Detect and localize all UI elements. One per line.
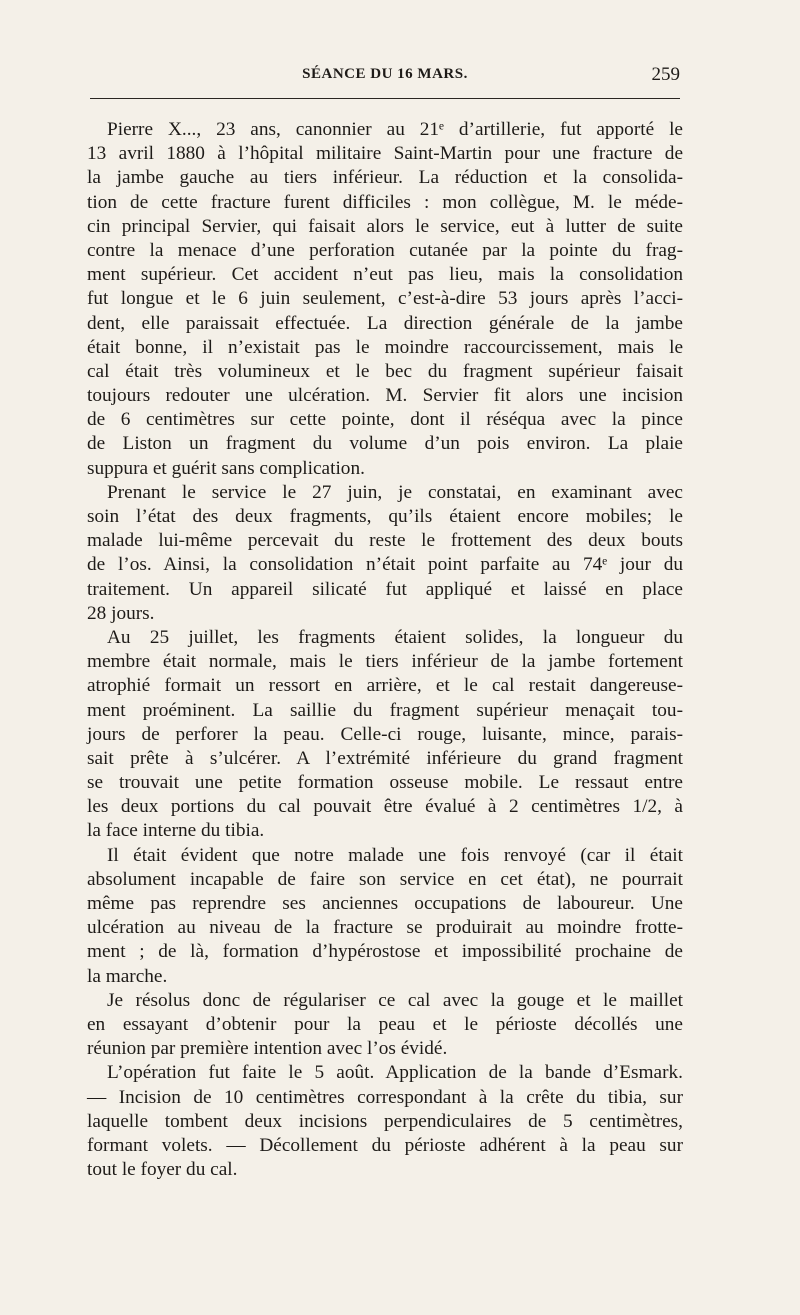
- text-line: soin l’état des deux fragments, qu’ils étaient encore mobiles; le: [87, 506, 683, 527]
- text-line: laquelle tombent deux incisions perpendiculaires de 5 centimètres,: [87, 1110, 683, 1132]
- text-line: tout le foyer du cal.: [87, 1159, 238, 1181]
- text-line: la jambe gauche au tiers inférieur. La réduction et la consolida-: [87, 167, 683, 189]
- text-line: réunion par première intention avec l’os évidé.: [87, 1038, 448, 1060]
- text-line: même pas reprendre ses anciennes occupations de laboureur. Une: [87, 893, 683, 914]
- text-line: dent, elle paraissait effectuée. La direction générale de la jambe: [87, 312, 683, 334]
- text-line: membre était normale, mais le tiers inférieur de la jambe fortement: [87, 651, 683, 673]
- text-line: tion de cette fracture furent difficiles : mon collègue, M. le méde-: [87, 191, 683, 213]
- text-line: contre la menace d’une perforation cutanée par la pointe du frag-: [87, 239, 683, 261]
- text-line: en essayant d’obtenir pour la peau et le périoste décollés une: [87, 1013, 683, 1035]
- text-line: malade lui-même percevait du reste le frottement des deux bouts: [87, 530, 683, 552]
- text-line: absolument incapable de faire son service en cet état), ne pourrait: [87, 868, 683, 890]
- text-line: toujours redouter une ulcération. M. Servier fit alors une incision: [87, 385, 683, 407]
- text-line: ment supérieur. Cet accident n’eut pas lieu, mais la consolidation: [87, 264, 683, 286]
- text-line: Je résolus donc de régulariser ce cal avec la gouge et le maillet: [107, 989, 683, 1011]
- header-rule: [90, 98, 680, 99]
- text-line: était bonne, il n’existait pas le moindre raccourcissement, mais le: [87, 336, 683, 358]
- text-line: Pierre X..., 23 ans, canonnier au 21ᵉ d’artillerie, fut apporté le: [107, 119, 683, 140]
- text-line: suppura et guérit sans complication.: [87, 457, 365, 479]
- text-line: se trouvait une petite formation osseuse mobile. Le ressaut entre: [87, 772, 683, 794]
- text-line: de 6 centimètres sur cette pointe, dont il réséqua avec la pince: [87, 409, 683, 431]
- text-line: cal était très volumineux et le bec du fragment supérieur faisait: [87, 360, 683, 382]
- text-line: les deux portions du cal pouvait être évalué à 2 centimètres 1/2, à: [87, 796, 683, 818]
- text-line: atrophié formait un ressort en arrière, et le cal restait dangereuse-: [87, 675, 683, 697]
- text-line: sait prête à s’ulcérer. A l’extrémité inférieure du grand fragment: [87, 747, 683, 769]
- text-line: Au 25 juillet, les fragments étaient solides, la longueur du: [107, 626, 683, 648]
- text-line: formant volets. — Décollement du périoste adhérent à la peau sur: [87, 1134, 683, 1156]
- text-line: de l’os. Ainsi, la consolidation n’était point parfaite au 74ᵉ jour du: [87, 554, 683, 576]
- page-number: 259: [651, 64, 680, 85]
- text-line: 13 avril 1880 à l’hôpital militaire Saint-Martin pour une fracture de: [87, 143, 683, 165]
- text-line: ment proéminent. La saillie du fragment supérieur menaçait tou-: [87, 699, 683, 721]
- text-line: Il était évident que notre malade une fois renvoyé (car il était: [107, 844, 683, 866]
- text-line: la marche.: [87, 965, 168, 987]
- text-line: — Incision de 10 centimètres correspondant à la crête du tibia, sur: [87, 1086, 683, 1108]
- text-line: la face interne du tibia.: [87, 820, 265, 842]
- text-line: ment ; de là, formation d’hypérostose et impossibilité prochaine de: [87, 941, 683, 963]
- page-header: [90, 66, 680, 92]
- running-head: SÉANCE DU 16 MARS.: [302, 66, 468, 82]
- text-line: ulcération au niveau de la fracture se produirait au moindre frotte-: [87, 917, 683, 939]
- body-text: [87, 118, 683, 1182]
- text-line: traitement. Un appareil silicaté fut appliqué et laissé en place: [87, 578, 683, 600]
- text-line: de Liston un fragment du volume d’un pois environ. La plaie: [87, 433, 683, 455]
- text-line: fut longue et le 6 juin seulement, c’est-à-dire 53 jours après l’acci-: [87, 288, 683, 310]
- text-line: 28 jours.: [87, 602, 155, 624]
- text-line: L’opération fut faite le 5 août. Application de la bande d’Esmark.: [107, 1062, 683, 1084]
- text-line: Prenant le service le 27 juin, je constatai, en examinant avec: [107, 481, 683, 503]
- text-line: cin principal Servier, qui faisait alors le service, eut à lutter de suite: [87, 215, 683, 237]
- text-line: jours de perforer la peau. Celle-ci rouge, luisante, mince, parais-: [87, 723, 683, 745]
